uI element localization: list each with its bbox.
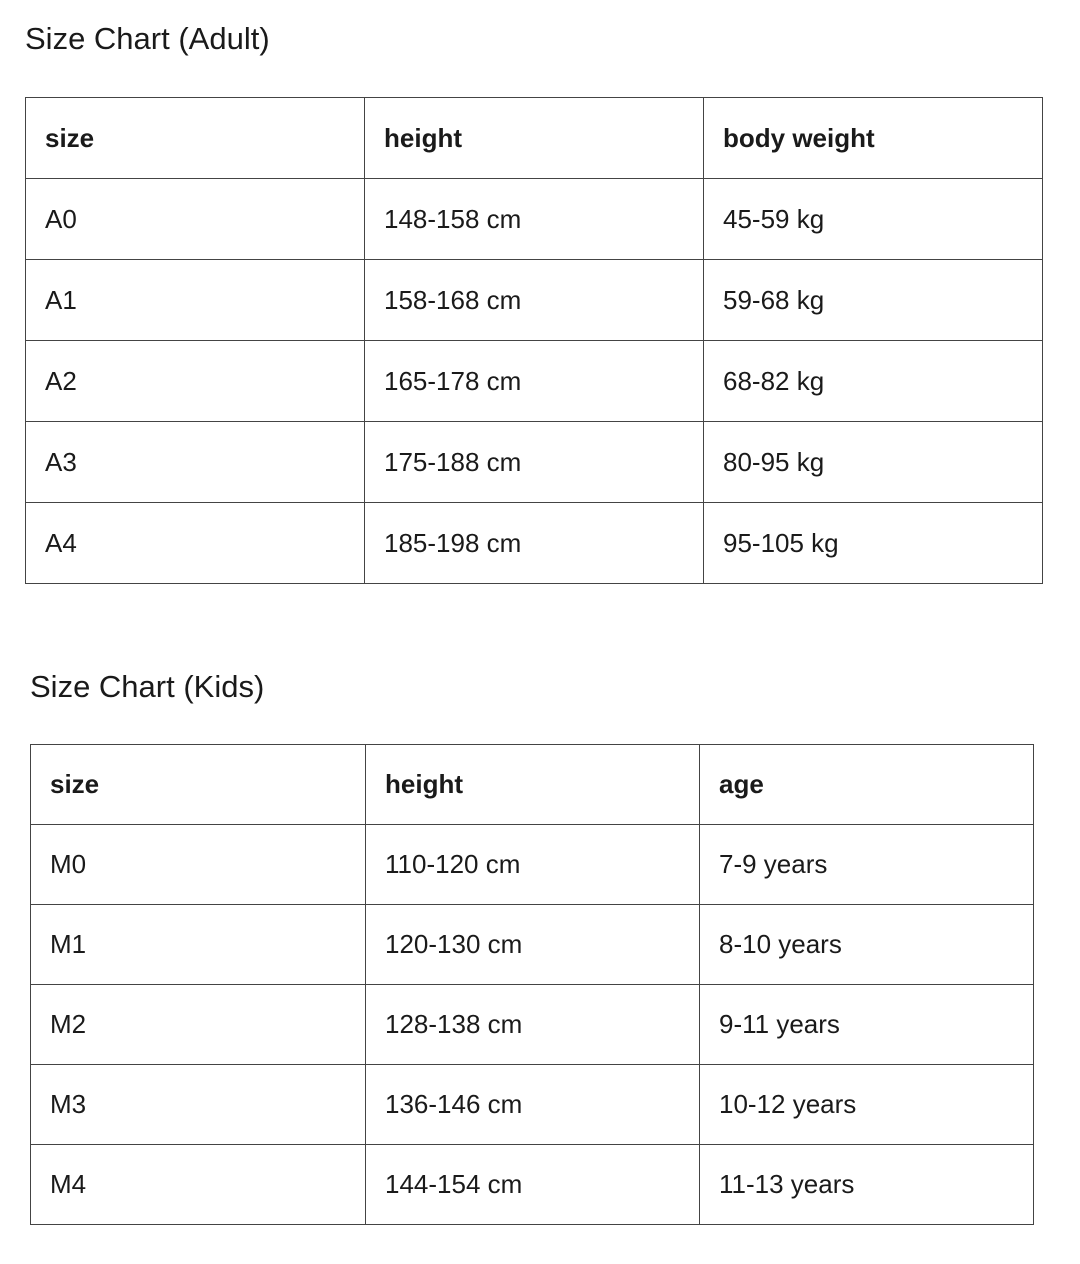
cell-age: 7-9 years xyxy=(700,825,1034,905)
column-header-age: age xyxy=(700,745,1034,825)
cell-height: 128-138 cm xyxy=(366,985,700,1065)
table-row xyxy=(26,260,1043,341)
adult-size-table xyxy=(25,97,1043,584)
adult-size-chart-title: Size Chart (Adult) xyxy=(25,21,270,56)
table-row xyxy=(26,179,1043,260)
cell-height: 110-120 cm xyxy=(366,825,700,905)
table-row xyxy=(31,905,1034,985)
cell-height: 165-178 cm xyxy=(365,341,704,422)
cell-age: 9-11 years xyxy=(700,985,1034,1065)
cell-size: M3 xyxy=(31,1065,366,1145)
cell-body-weight: 68-82 kg xyxy=(704,341,1043,422)
table-row xyxy=(26,503,1043,584)
cell-size: M2 xyxy=(31,985,366,1065)
column-header-size: size xyxy=(31,745,366,825)
table-row xyxy=(26,341,1043,422)
cell-size: A0 xyxy=(26,179,365,260)
cell-body-weight: 95-105 kg xyxy=(704,503,1043,584)
column-header-body-weight: body weight xyxy=(704,98,1043,179)
cell-size: A3 xyxy=(26,422,365,503)
table-row xyxy=(31,825,1034,905)
table-row xyxy=(31,985,1034,1065)
cell-age: 10-12 years xyxy=(700,1065,1034,1145)
table-row xyxy=(31,1145,1034,1225)
cell-height: 144-154 cm xyxy=(366,1145,700,1225)
cell-size: A2 xyxy=(26,341,365,422)
cell-size: M4 xyxy=(31,1145,366,1225)
kids-size-chart-title: Size Chart (Kids) xyxy=(30,669,265,704)
column-header-size: size xyxy=(26,98,365,179)
cell-age: 8-10 years xyxy=(700,905,1034,985)
column-header-height: height xyxy=(366,745,700,825)
table-header-row xyxy=(31,745,1034,825)
cell-age: 11-13 years xyxy=(700,1145,1034,1225)
cell-height: 158-168 cm xyxy=(365,260,704,341)
cell-body-weight: 80-95 kg xyxy=(704,422,1043,503)
cell-size: M0 xyxy=(31,825,366,905)
cell-size: M1 xyxy=(31,905,366,985)
cell-body-weight: 59-68 kg xyxy=(704,260,1043,341)
kids-size-table xyxy=(30,744,1034,1225)
table-row xyxy=(31,1065,1034,1145)
cell-height: 136-146 cm xyxy=(366,1065,700,1145)
cell-height: 148-158 cm xyxy=(365,179,704,260)
cell-size: A4 xyxy=(26,503,365,584)
table-row xyxy=(26,422,1043,503)
cell-size: A1 xyxy=(26,260,365,341)
cell-height: 175-188 cm xyxy=(365,422,704,503)
column-header-height: height xyxy=(365,98,704,179)
table-header-row xyxy=(26,98,1043,179)
cell-body-weight: 45-59 kg xyxy=(704,179,1043,260)
cell-height: 185-198 cm xyxy=(365,503,704,584)
cell-height: 120-130 cm xyxy=(366,905,700,985)
